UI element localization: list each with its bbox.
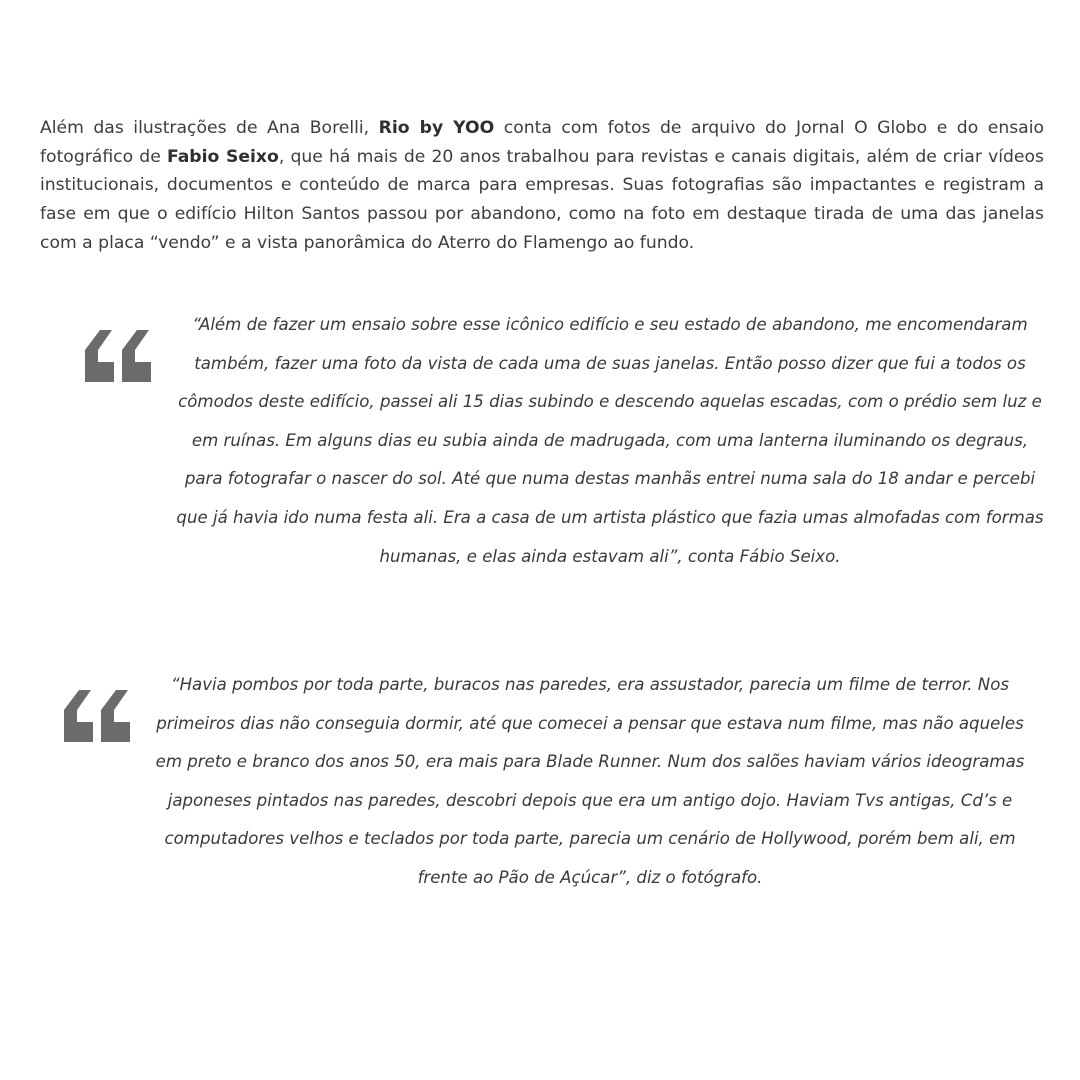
photographer-name: Fabio Seixo bbox=[166, 146, 279, 167]
intro-text-1: Além das ilustrações de Ana Borelli, bbox=[40, 118, 379, 138]
open-quote-icon bbox=[63, 688, 135, 744]
intro-paragraph bbox=[40, 114, 1044, 258]
intro-text-3: , que há mais de 20 anos trabalhou para revistas e canais digitais, além de criar vídeos institucionais, documentos e conteúdo de marca para empresas. Suas fotografias são impactantes e registram a fase em que o edifício Hilton Santos passou por abandono, como na foto em destaque tirada de uma das janelas com a placa “vendo” e a vista panorâmica do Aterro do Flamengo ao fundo. bbox=[40, 146, 1044, 253]
intro-text-2: conta com fotos de arquivo do Jornal O Globo e do ensaio fotográfico de bbox=[40, 118, 1044, 167]
quote-1-text: “Além de fazer um ensaio sobre esse icônico edifício e seu estado de abandono, me encomendaram também, fazer uma foto da vista de cada uma de suas janelas. Então posso dizer que fui a todos os cômodos deste edifício, passei ali 15 dias subindo e descendo aquelas escadas, com o prédio sem luz e em ruínas. Em alguns dias eu subia ainda de madrugada, com uma lanterna iluminando os degraus, para fotografar o nascer do sol. Até que numa destas manhãs entrei numa sala do 18 andar e percebi que já havia ido numa festa ali. Era a casa de um artista plástico que fazia umas almofadas com formas humanas, e elas ainda estavam ali”, conta Fábio Seixo. bbox=[176, 315, 1044, 566]
open-quote-icon bbox=[84, 328, 156, 384]
brand-name: Rio by YOO bbox=[378, 118, 495, 138]
quote-2-text: “Havia pombos por toda parte, buracos nas paredes, era assustador, parecia um filme de terror. Nos primeiros dias não conseguia dormir, até que comecei a pensar que estava num filme, mas não aqueles em preto e branco dos anos 50, era mais para Blade Runner. Num dos salões haviam vários ideogramas japoneses pintados nas paredes, descobri depois que era um antigo dojo. Haviam Tvs antigas, Cd’s e computadores velhos e teclados por toda parte, parecia um cenário de Hollywood, porém bem ali, em frente ao Pão de Açúcar”, diz o fotógrafo. bbox=[155, 675, 1025, 887]
